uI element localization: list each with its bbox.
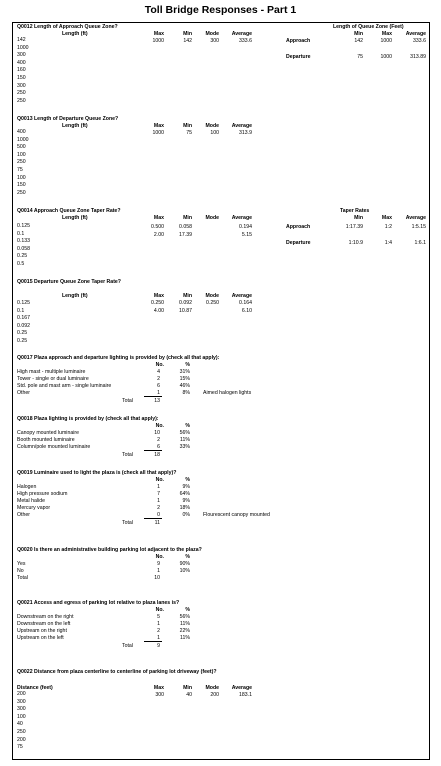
q17-total-label: Total [122,398,133,404]
qz-col-avg: Average [405,31,426,37]
q21-col-pct: % [185,607,190,613]
value: 150 [17,182,26,189]
q18-row-no: 2 [157,437,160,443]
value: 75 [17,744,23,751]
q13-col-label: Length (ft) [62,123,88,129]
q12-stat-mode: 300 [210,38,219,44]
q18-row-label: Column/pole mounted luminaire [17,444,91,450]
q13-hdr-avg: Average [231,123,252,129]
q18-total-value: 18 [154,452,160,458]
q14-stat-avg: 0.194 [239,224,252,230]
q14-heading: Q0014 Approach Queue Zone Taper Rate? [17,208,121,214]
q21-row-label: Downstream on the right [17,614,74,620]
q21-row-no: 1 [157,635,160,641]
q18-total-label: Total [122,452,133,458]
value: 0.25 [17,253,28,260]
qz-cell: 142 [354,38,363,44]
value: 0.125 [17,300,30,306]
q15-col-label: Length (ft) [62,293,88,299]
q22-hdr-min: Min [183,685,192,691]
qz-table-heading: Length of Queue Zone (Feet) [333,24,404,30]
q14-hdr-max: Max [153,215,164,221]
q22-hdr-max: Max [153,685,164,691]
value: 100 [17,713,26,720]
q17-row-label: High mast - multiple luminaire [17,369,86,375]
value: 0.092 [17,322,30,329]
value: 100 [17,151,26,158]
q12-hdr-mode: Mode [205,31,219,37]
q20-row-no: 1 [157,568,160,574]
q21-col-no: No. [155,607,164,613]
page-title: Toll Bridge Responses - Part 1 [144,4,297,16]
q17-row-label: Tower - single or dual luminaire [17,376,89,382]
q19-row-pct: 9% [182,498,190,504]
q19-col-no: No. [155,477,164,483]
q21-total-value: 9 [157,643,160,649]
q19-row-label: High pressure sodium [17,491,68,497]
qz-row-label: Departure [286,54,311,60]
qz-col-max: Max [381,31,392,37]
q21-row-label: Upstream on the left [17,635,64,641]
value: 0.1 [17,307,25,314]
taper-row-label: Approach [286,224,311,230]
q20-row-label: Total [17,575,28,581]
value: 1000 [17,44,29,51]
q14-values [17,223,30,269]
q14-stat-max: 0.500 [151,224,164,230]
q19-total-value: 11 [154,520,160,526]
qz-cell: 333.6 [413,38,426,44]
q17-row-label: Other [17,390,30,396]
q17-row-pct: 15% [179,376,190,382]
taper-cell: 1:6.1 [414,240,426,246]
q22-col-label: Distance (feet) [17,685,53,691]
value: 0.5 [17,260,25,267]
q14-ratio-min: 17.39 [179,232,192,238]
value: 200 [17,736,26,743]
q13-hdr-min: Min [183,123,192,129]
q21-row-pct: 11% [180,621,190,627]
qz-cell: 313.89 [410,54,426,60]
q22-stat-min: 40 [186,692,192,698]
qz-col-min: Min [354,31,363,37]
q18-row-no: 6 [157,444,160,450]
value: 0.125 [17,223,30,229]
q21-row-pct: 22% [179,628,190,634]
q19-row-pct: 0% [182,512,190,518]
q15-hdr-max: Max [153,293,164,299]
q18-col-pct: % [185,423,190,429]
q15-stat-avg: 0.164 [239,300,252,306]
q13-values [17,129,29,197]
value: 250 [17,159,26,166]
value: 150 [17,74,26,81]
value: 0.25 [17,330,28,337]
value: 250 [17,97,26,104]
q18-col-no: No. [155,423,164,429]
q19-col-pct: % [185,477,190,483]
q19-row-pct: 18% [179,505,190,511]
q14-col-label: Length (ft) [62,215,88,221]
q18-row-pct: 56% [179,430,190,436]
q20-row-no: 10 [154,575,160,581]
q15-stat-min: 0.092 [179,300,192,306]
q12-stat-avg: 333.6 [239,38,252,44]
q18-row-label: Canopy mounted luminaire [17,430,79,436]
q17-row-pct: 46% [179,383,190,389]
q18-total-rule [144,450,162,451]
q15-ratio-min: 10.87 [179,308,192,314]
value: 75 [17,166,23,173]
q19-row-pct: 9% [182,484,190,490]
taper-table-heading: Taper Rates [340,208,370,214]
q13-heading: Q0013 Length of Departure Queue Zone? [17,116,119,122]
q20-row-label: Yes [17,561,26,567]
q22-stat-mode: 200 [210,692,219,698]
q17-total-rule [144,396,162,397]
q21-row-label: Downstream on the left [17,621,71,627]
q13-stat-max: 1000 [152,130,164,136]
value: 1000 [17,136,29,143]
q17-heading: Q0017 Plaza approach and departure lighting is provided by (check all that apply): [17,355,220,361]
q19-row-no: 2 [157,505,160,511]
q20-row-pct: 90% [179,561,190,567]
q19-row-label: Halogen [17,484,37,490]
taper-cell: 1:4 [384,240,392,246]
q21-total-rule [144,641,162,642]
value: 142 [17,37,26,43]
q13-hdr-mode: Mode [205,123,219,129]
value: 0.133 [17,238,30,245]
q22-stat-avg: 183.1 [239,692,252,698]
q12-hdr-min: Min [183,31,192,37]
q19-row-note: Flourescent canopy mounted [203,512,270,518]
q19-total-label: Total [122,520,133,526]
taper-cell: 1:2 [384,224,392,230]
q15-stat-max: 0.250 [151,300,164,306]
qz-cell: 1000 [380,38,392,44]
value: 160 [17,67,26,74]
value: 40 [17,721,23,728]
q21-row-no: 1 [157,621,160,627]
value: 250 [17,728,26,735]
value: 500 [17,144,26,151]
taper-cell: 1:17.39 [345,224,363,230]
value: 200 [17,691,26,697]
value: 250 [17,90,26,97]
q14-hdr-min: Min [183,215,192,221]
q22-hdr-mode: Mode [205,685,219,691]
q18-heading: Q0018 Plaza lighting is provided by (check all that apply): [17,416,159,422]
q22-heading: Q0022 Distance from plaza centerline to centerline of parking lot driveway (feet)? [17,669,217,675]
q13-stat-avg: 313.9 [239,130,252,136]
q13-stat-mode: 100 [210,130,219,136]
qz-cell: 1000 [380,54,392,60]
q21-row-pct: 11% [180,635,190,641]
q12-col-label: Length (ft) [62,31,88,37]
q12-stat-max: 1000 [152,38,164,44]
q17-col-pct: % [185,362,190,368]
q20-row-no: 9 [157,561,160,567]
q21-row-pct: 56% [179,614,190,620]
q21-row-no: 2 [157,628,160,634]
taper-col-max: Max [381,215,392,221]
taper-col-min: Min [354,215,363,221]
q22-values [17,691,26,752]
value: 0.1 [17,230,25,237]
q15-hdr-avg: Average [231,293,252,299]
taper-col-avg: Average [405,215,426,221]
taper-cell: 1:5.15 [411,224,426,230]
q12-hdr-avg: Average [231,31,252,37]
q18-row-label: Booth mounted luminaire [17,437,75,443]
q17-row-no: 4 [157,369,160,375]
q14-ratio-avg: 5.15 [241,232,252,238]
q15-values [17,300,30,346]
q12-hdr-max: Max [153,31,164,37]
q19-row-label: Metal halide [17,498,45,504]
value: 0.25 [17,337,28,344]
q17-col-no: No. [155,362,164,368]
q22-stat-max: 300 [155,692,164,698]
q17-row-no: 1 [157,390,160,396]
value: 400 [17,59,26,66]
q15-ratio-max: 4.00 [153,308,164,314]
q20-heading: Q0020 Is there an administrative building parking lot adjacent to the plaza? [17,547,202,553]
q20-col-pct: % [185,554,190,560]
q17-total-value: 13 [154,398,160,404]
q13-hdr-max: Max [153,123,164,129]
taper-cell: 1:10.9 [348,240,363,246]
q18-row-no: 10 [154,430,160,436]
q12-heading: Q0012 Length of Approach Queue Zone? [17,24,118,30]
value: 0.058 [17,245,30,252]
q22-hdr-avg: Average [231,685,252,691]
q19-row-label: Other [17,512,30,518]
q21-row-no: 5 [157,614,160,620]
q21-total-label: Total [122,643,133,649]
q19-total-rule [144,518,162,519]
q19-row-no: 7 [157,491,160,497]
q15-hdr-min: Min [183,293,192,299]
value: 0.167 [17,315,30,322]
q17-row-pct: 31% [179,369,190,375]
q17-row-note: Aimed halogen lights [203,390,252,396]
q17-row-no: 6 [157,383,160,389]
value: 100 [17,174,26,181]
q20-row-pct: 10% [179,568,190,574]
q19-row-no: 0 [157,512,160,518]
q15-hdr-mode: Mode [205,293,219,299]
value: 300 [17,52,26,59]
q18-row-pct: 11% [180,437,190,443]
q17-row-pct: 8% [182,390,190,396]
q20-row-label: No [17,568,24,574]
qz-row-label: Approach [286,38,311,44]
q19-row-no: 1 [157,484,160,490]
value: 250 [17,189,26,196]
q17-row-no: 2 [157,376,160,382]
q15-heading: Q0015 Departure Queue Zone Taper Rate? [17,279,121,285]
q19-row-label: Mercury vapor [17,505,51,511]
value: 300 [17,706,26,713]
q12-stat-min: 142 [183,38,192,44]
q14-ratio-max: 2.00 [153,232,164,238]
q21-row-label: Upstream on the right [17,628,67,634]
q15-ratio-avg: 6.10 [241,308,252,314]
q18-row-pct: 33% [179,444,190,450]
q14-stat-min: 0.058 [179,224,192,230]
q21-heading: Q0021 Access and egress of parking lot relative to plaza lanes is? [17,600,180,606]
q17-row-label: Std. pole and mast arm - single luminaire [17,383,112,389]
q14-hdr-avg: Average [231,215,252,221]
q19-row-no: 1 [157,498,160,504]
q19-row-pct: 64% [179,491,190,497]
q13-stat-min: 75 [186,130,192,136]
q19-heading: Q0019 Luminaire used to light the plaza is (check all that apply)? [17,470,177,476]
q12-values [17,37,29,105]
value: 300 [17,82,26,89]
q14-hdr-mode: Mode [205,215,219,221]
value: 300 [17,698,26,705]
taper-row-label: Departure [286,240,311,246]
value: 400 [17,129,26,135]
q15-stat-mode: 0.250 [206,300,219,306]
q20-col-no: No. [155,554,164,560]
qz-cell: 75 [357,54,363,60]
